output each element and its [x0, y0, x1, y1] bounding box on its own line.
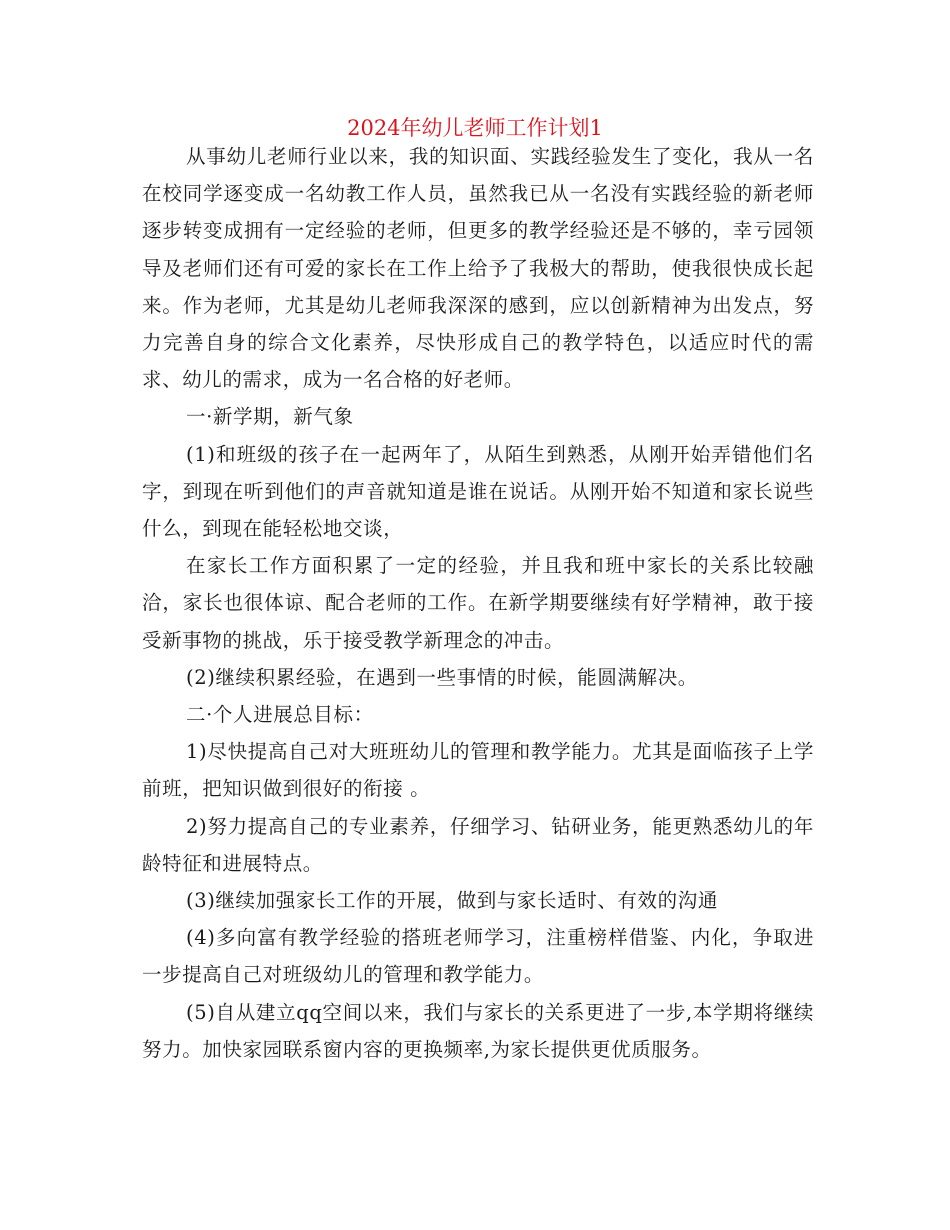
paragraph-intro: 从事幼儿老师行业以来，我的知识面、实践经验发生了变化，我从一名在校同学逐变成一名幼教工作人员，虽然我已从一名没有实践经验的新老师逐步转变成拥有一定经验的老师，但更多的教学经验还是不够的，幸亏园领导及老师们还有可爱的家长在工作上给予了我极大的帮助，使我很快成长起来。作为老师，尤其是幼儿老师我深深的感到，应以创新精神为出发点，努力完善自身的综合文化素养，尽快形成自己的教学特色，以适应时代的需求、幼儿的需求，成为一名合格的好老师。	[142, 145, 814, 392]
document-body	[142, 138, 814, 1068]
document-title: 2024年幼儿老师工作计划1	[347, 116, 603, 140]
section-heading-2: 二·个人进展总目标：	[186, 703, 374, 727]
paragraph-item-1: (1)和班级的孩子在一起两年了，从陌生到熟悉，从刚开始弄错他们名字，到现在听到他们的声音就知道是谁在说话。从刚开始不知道和家长说些什么，到现在能轻松地交谈，	[142, 442, 814, 541]
goal-item-3: (3)继续加强家长工作的开展，做到与家长适时、有效的沟通	[186, 889, 718, 913]
goal-item-1: 1)尽快提高自己对大班班幼儿的管理和教学能力。尤其是面临孩子上学前班，把知识做到很好的衔接 。	[142, 740, 814, 801]
section-heading-1: 一·新学期，新气象	[186, 405, 354, 429]
goal-item-2: 2)努力提高自己的专业素养，仔细学习、钻研业务，能更熟悉幼儿的年龄特征和进展特点。	[142, 814, 814, 875]
goal-item-4: (4)多向富有教学经验的搭班老师学习，注重榜样借鉴、内化，争取进一步提高自己对班级幼儿的管理和教学能力。	[142, 926, 814, 987]
paragraph-parent-work: 在家长工作方面积累了一定的经验，并且我和班中家长的关系比较融洽，家长也很体谅、配合老师的工作。在新学期要继续有好学精神，敢于接受新事物的挑战，乐于接受教学新理念的冲击。	[142, 554, 814, 652]
paragraph-item-2: (2)继续积累经验，在遇到一些事情的时候，能圆满解决。	[186, 665, 698, 689]
goal-item-5: (5)自从建立qq空间以来，我们与家长的关系更进了一步,本学期将继续努力。加快家园联系窗内容的更换频率,为家长提供更优质服务。	[142, 1000, 814, 1061]
